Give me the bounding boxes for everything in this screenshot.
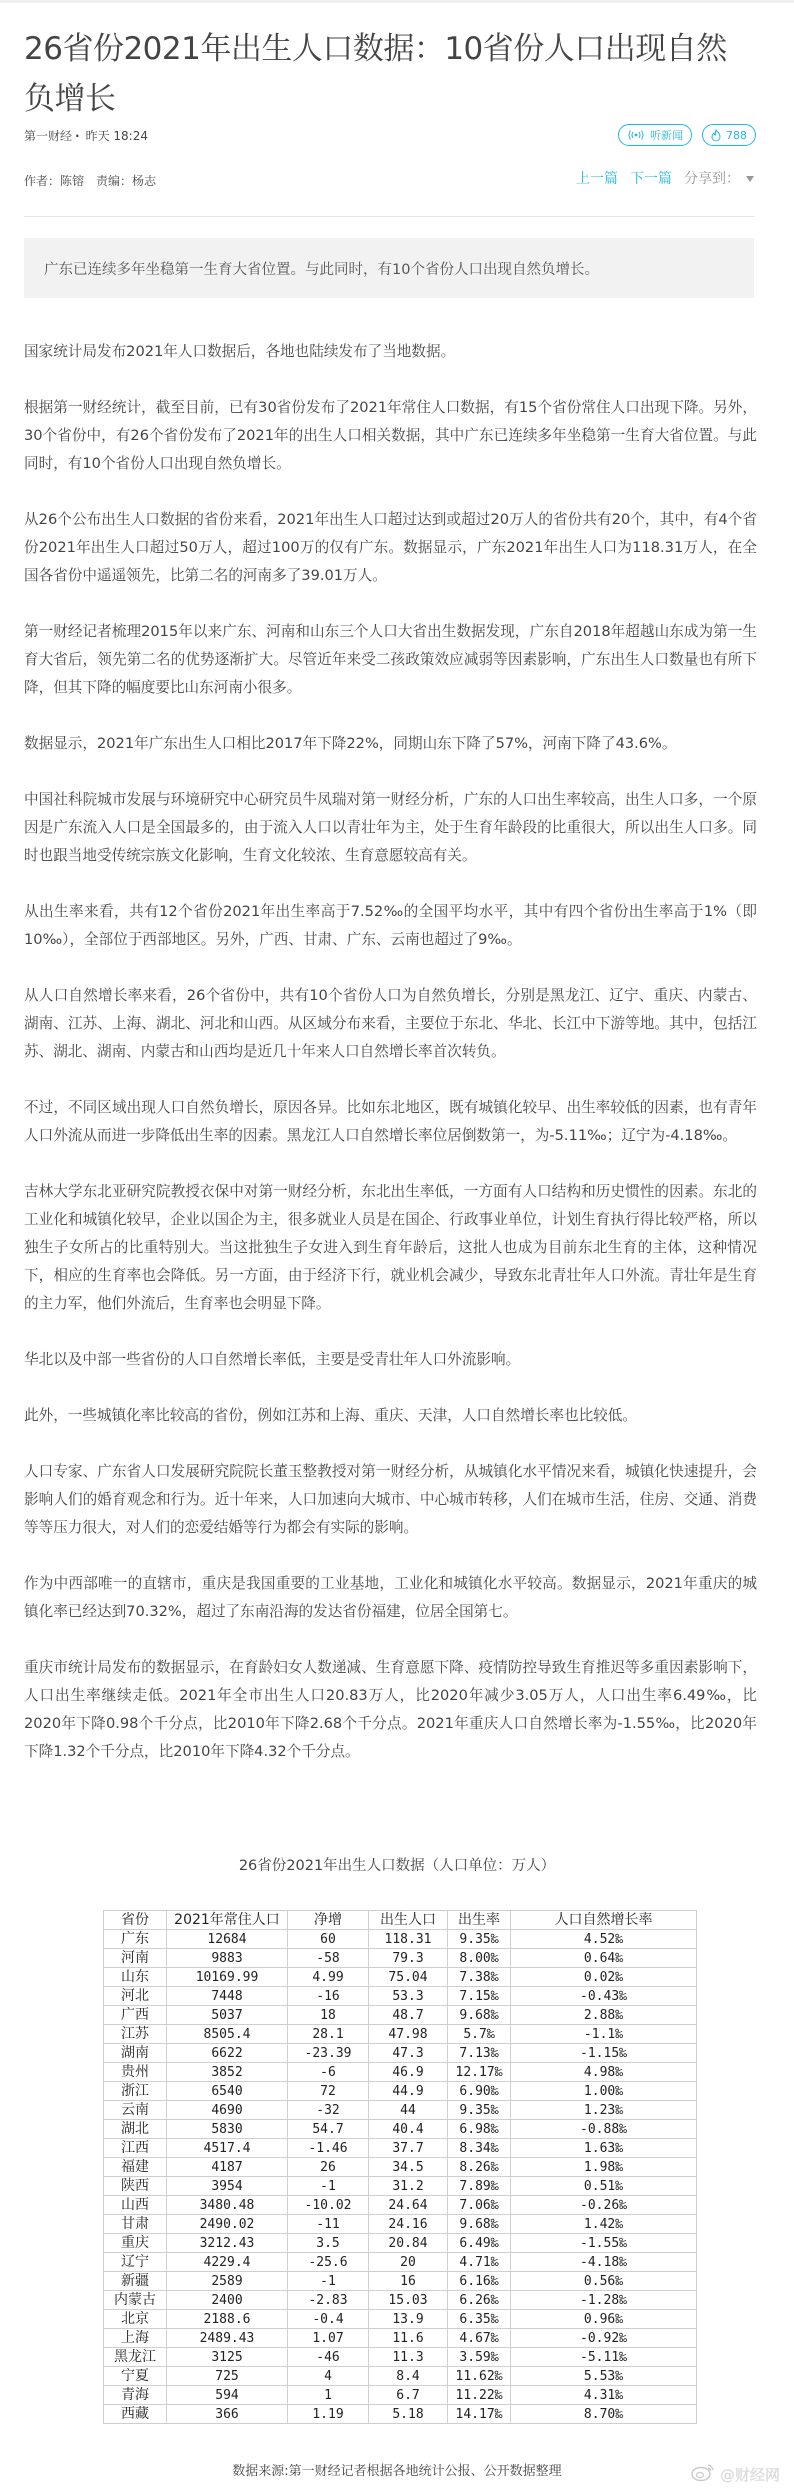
- data-cell: 5.18: [369, 2405, 448, 2424]
- data-cell: 6.35‰: [448, 2310, 511, 2329]
- data-cell: 594: [167, 2386, 288, 2405]
- data-cell: 3.5: [288, 2234, 369, 2253]
- paragraph: 从出生率来看，共有12个省份2021年出生率高于7.52‰的全国平均水平，其中有四个省份出生率高于1%（即10‰），全部位于西部地区。另外，广西、甘肃、广东、云南也超过了9‰。: [24, 903, 757, 948]
- data-cell: 31.2: [369, 2177, 448, 2196]
- table-header-row: [104, 1911, 697, 1930]
- data-cell: 16: [369, 2272, 448, 2291]
- data-cell: -1.46: [288, 2139, 369, 2158]
- data-cell: 4517.4: [167, 2139, 288, 2158]
- table-row: [104, 2025, 697, 2044]
- data-cell: 26: [288, 2158, 369, 2177]
- table-row: [104, 1968, 697, 1987]
- province-cell: 福建: [104, 2158, 167, 2177]
- data-cell: 7.15‰: [448, 1987, 511, 2006]
- data-cell: -1: [288, 2272, 369, 2291]
- province-cell: 上海: [104, 2329, 167, 2348]
- table-row: [104, 1987, 697, 2006]
- data-cell: 8.4: [369, 2367, 448, 2386]
- data-cell: 725: [167, 2367, 288, 2386]
- paragraph: 重庆市统计局发布的数据显示，在育龄妇女人数递减、生育意愿下降、疫情防控导致生育推迟等多重因素影响下，人口出生率继续走低。2021年全市出生人口20.83万人，比2020年减少3.05万人，人口出生率6.49‰，比2020年下降0.98个千分点，比2010年下降2.68个千分点。2021年重庆人口自然增长率为-1.55‰，比2020年下降1.32个千分点，比2010年下降4.32个千分点。: [24, 1659, 757, 1760]
- data-cell: -1: [288, 2177, 369, 2196]
- data-cell: 0.02‰: [511, 1968, 697, 1987]
- data-cell: 15.03: [369, 2291, 448, 2310]
- data-cell: -1.1‰: [511, 2025, 697, 2044]
- birth-data-table: [103, 1910, 697, 2424]
- next-article-link[interactable]: 下一篇: [630, 171, 672, 187]
- data-cell: 9.35‰: [448, 1930, 511, 1949]
- data-cell: 1.19: [288, 2405, 369, 2424]
- data-cell: 8505.4: [167, 2025, 288, 2044]
- data-cell: 9883: [167, 1949, 288, 1968]
- article-actions: [618, 124, 756, 146]
- paragraph: 不过，不同区域出现人口自然负增长，原因各异。比如东北地区，既有城镇化较早、出生率较低的因素，也有青年人口外流从而进一步降低出生率的因素。黑龙江人口自然增长率位居倒数第一，为-5.11‰；辽宁为-4.18‰。: [24, 1099, 757, 1144]
- province-cell: 湖北: [104, 2120, 167, 2139]
- column-header: 净增: [288, 1911, 369, 1930]
- data-cell: -0.4: [288, 2310, 369, 2329]
- data-cell: 11.3: [369, 2348, 448, 2367]
- province-cell: 江西: [104, 2139, 167, 2158]
- data-cell: 3954: [167, 2177, 288, 2196]
- data-cell: 12.17‰: [448, 2063, 511, 2082]
- table-row: [104, 2215, 697, 2234]
- table-row: [104, 2158, 697, 2177]
- paragraph: 数据显示，2021年广东出生人口相比2017年下降22%，同期山东下降了57%，河南下降了43.6%。: [24, 735, 677, 752]
- meta-separator: ·: [75, 129, 80, 143]
- data-cell: 12684: [167, 1930, 288, 1949]
- data-cell: 40.4: [369, 2120, 448, 2139]
- data-cell: 79.3: [369, 1949, 448, 1968]
- article-meta: [24, 127, 148, 144]
- table-row: [104, 2006, 697, 2025]
- article-summary: [24, 238, 754, 298]
- province-cell: 湖南: [104, 2044, 167, 2063]
- table-row: [104, 2291, 697, 2310]
- province-cell: 北京: [104, 2310, 167, 2329]
- data-cell: -10.02: [288, 2196, 369, 2215]
- table-row: [104, 2386, 697, 2405]
- data-cell: 5.53‰: [511, 2367, 697, 2386]
- article-title: 26省份2021年出生人口数据：10省份人口出现自然负增长: [24, 31, 727, 117]
- data-cell: 3852: [167, 2063, 288, 2082]
- data-cell: 3.59‰: [448, 2348, 511, 2367]
- province-cell: 广东: [104, 1930, 167, 1949]
- paragraph: 中国社科院城市发展与环境研究中心研究员牛凤瑞对第一财经分析，广东的人口出生率较高，出生人口多，一个原因是广东流入人口是全国最多的，由于流入人口以青壮年为主，处于生育年龄段的比重很大，所以出生人口多。同时也跟当地受传统宗族文化影响，生育文化较浓、生育意愿较高有关。: [24, 791, 757, 864]
- data-cell: 2400: [167, 2291, 288, 2310]
- data-cell: 4.98‰: [511, 2063, 697, 2082]
- data-cell: -32: [288, 2101, 369, 2120]
- data-cell: -58: [288, 1949, 369, 1968]
- column-header: 出生率: [448, 1911, 511, 1930]
- data-cell: 8.70‰: [511, 2405, 697, 2424]
- data-cell: 11.62‰: [448, 2367, 511, 2386]
- top-bar: [0, 0, 794, 3]
- watermark: [690, 2462, 780, 2486]
- table-row: [104, 2310, 697, 2329]
- listen-news-button[interactable]: [618, 124, 692, 146]
- data-cell: 48.7: [369, 2006, 448, 2025]
- table-row: [104, 2348, 697, 2367]
- article-navigation: [576, 168, 754, 188]
- paragraph: 华北以及中部一些省份的人口自然增长率低，主要是受青壮年人口外流影响。: [24, 1351, 521, 1368]
- paragraph: 国家统计局发布2021年人口数据后，各地也陆续发布了当地数据。: [24, 343, 456, 360]
- data-cell: 4690: [167, 2101, 288, 2120]
- data-cell: 4229.4: [167, 2253, 288, 2272]
- author: 作者：陈镕: [24, 174, 85, 188]
- province-cell: 广西: [104, 2006, 167, 2025]
- data-cell: -0.43‰: [511, 1987, 697, 2006]
- data-cell: 4187: [167, 2158, 288, 2177]
- article-body: [24, 338, 757, 1794]
- data-cell: -0.26‰: [511, 2196, 697, 2215]
- data-cell: 6.90‰: [448, 2082, 511, 2101]
- province-cell: 河南: [104, 1949, 167, 1968]
- data-source-note: 数据来源:第一财经记者根据各地统计公报、公开数据整理: [232, 2464, 562, 2479]
- data-cell: 44.9: [369, 2082, 448, 2101]
- table-title: 26省份2021年出生人口数据（人口单位：万人）: [238, 1858, 556, 1874]
- data-cell: 4.99: [288, 1968, 369, 1987]
- data-cell: 0.96‰: [511, 2310, 697, 2329]
- paragraph: 从26个公布出生人口数据的省份来看，2021年出生人口超过达到或超过20万人的省份共有20个，其中，有4个省份2021年出生人口超过50万人，超过100万的仅有广东。数据显示，广东2021年出生人口为118.31万人，在全国各省份中遥遥领先，比第二名的河南多了39.01万人。: [24, 511, 757, 584]
- heat-count-badge[interactable]: [702, 124, 756, 146]
- province-cell: 西藏: [104, 2405, 167, 2424]
- province-cell: 江苏: [104, 2025, 167, 2044]
- data-cell: 7.06‰: [448, 2196, 511, 2215]
- editor: 责编：杨志: [96, 174, 157, 188]
- data-cell: 2.88‰: [511, 2006, 697, 2025]
- data-cell: -0.88‰: [511, 2120, 697, 2139]
- data-cell: 7.38‰: [448, 1968, 511, 1987]
- data-cell: -2.83: [288, 2291, 369, 2310]
- data-cell: 47.3: [369, 2044, 448, 2063]
- data-cell: 9.35‰: [448, 2101, 511, 2120]
- data-cell: 4.71‰: [448, 2253, 511, 2272]
- summary-text: 广东已连续多年坐稳第一生育大省位置。与此同时，有10个省份人口出现自然负增长。: [44, 261, 599, 278]
- table-row: [104, 2120, 697, 2139]
- data-cell: 24.16: [369, 2215, 448, 2234]
- data-cell: 44: [369, 2101, 448, 2120]
- table-row: [104, 2196, 697, 2215]
- heat-count: 788: [726, 128, 747, 142]
- data-cell: 9.68‰: [448, 2006, 511, 2025]
- table-row: [104, 2101, 697, 2120]
- data-cell: 6.26‰: [448, 2291, 511, 2310]
- data-cell: 6622: [167, 2044, 288, 2063]
- data-cell: 75.04: [369, 1968, 448, 1987]
- province-cell: 河北: [104, 1987, 167, 2006]
- province-cell: 山西: [104, 2196, 167, 2215]
- paragraph: 从人口自然增长率来看，26个省份中，共有10个省份人口为自然负增长，分别是黑龙江、辽宁、重庆、内蒙古、湖南、江苏、上海、湖北、河北和山西。从区域分布来看，主要位于东北、华北、长江中下游等地。其中，包括江苏、湖北、湖南、内蒙古和山西均是近几十年来人口自然增长率首次转负。: [24, 987, 757, 1060]
- data-cell: -25.6: [288, 2253, 369, 2272]
- paragraph: 根据第一财经统计，截至目前，已有30省份发布了2021年常住人口数据，有15个省份常住人口出现下降。另外，30个省份中，有26个省份发布了2021年的出生人口相关数据，其中广东已连续多年坐稳第一生育大省位置。与此同时，有10个省份人口出现自然负增长。: [24, 399, 757, 472]
- province-cell: 青海: [104, 2386, 167, 2405]
- table-row: [104, 1930, 697, 1949]
- table-row: [104, 2253, 697, 2272]
- column-header: 人口自然增长率: [511, 1911, 697, 1930]
- province-cell: 陕西: [104, 2177, 167, 2196]
- flame-icon: [711, 129, 721, 141]
- data-cell: -1.15‰: [511, 2044, 697, 2063]
- data-cell: 18: [288, 2006, 369, 2025]
- data-cell: 8.26‰: [448, 2158, 511, 2177]
- data-cell: 1.63‰: [511, 2139, 697, 2158]
- table-row: [104, 2272, 697, 2291]
- data-cell: 1: [288, 2386, 369, 2405]
- data-cell: 1.07: [288, 2329, 369, 2348]
- data-cell: -4.18‰: [511, 2253, 697, 2272]
- data-cell: 10169.99: [167, 1968, 288, 1987]
- weibo-icon: [690, 2462, 716, 2486]
- share-dropdown[interactable]: [684, 168, 754, 188]
- data-cell: 53.3: [369, 1987, 448, 2006]
- data-cell: 8.34‰: [448, 2139, 511, 2158]
- data-cell: 4.52‰: [511, 1930, 697, 1949]
- data-cell: 6.16‰: [448, 2272, 511, 2291]
- data-cell: 24.64: [369, 2196, 448, 2215]
- listen-news-label: 听新闻: [650, 129, 683, 142]
- data-cell: 6540: [167, 2082, 288, 2101]
- watermark-text: @财经网: [719, 2465, 780, 2484]
- data-cell: 5830: [167, 2120, 288, 2139]
- broadcast-icon: [627, 130, 645, 140]
- data-cell: 2589: [167, 2272, 288, 2291]
- data-cell: 1.98‰: [511, 2158, 697, 2177]
- data-cell: 13.9: [369, 2310, 448, 2329]
- province-cell: 山东: [104, 1968, 167, 1987]
- province-cell: 云南: [104, 2101, 167, 2120]
- data-cell: 7.13‰: [448, 2044, 511, 2063]
- data-cell: 4.67‰: [448, 2329, 511, 2348]
- data-cell: 118.31: [369, 1930, 448, 1949]
- province-cell: 辽宁: [104, 2253, 167, 2272]
- data-cell: 14.17‰: [448, 2405, 511, 2424]
- province-cell: 贵州: [104, 2063, 167, 2082]
- province-cell: 新疆: [104, 2272, 167, 2291]
- data-cell: 6.7: [369, 2386, 448, 2405]
- data-cell: 0.56‰: [511, 2272, 697, 2291]
- data-cell: 6.49‰: [448, 2234, 511, 2253]
- data-cell: 34.5: [369, 2158, 448, 2177]
- data-cell: 3480.48: [167, 2196, 288, 2215]
- table-row: [104, 2234, 697, 2253]
- data-cell: 0.51‰: [511, 2177, 697, 2196]
- table-row: [104, 2329, 697, 2348]
- table-row: [104, 2063, 697, 2082]
- column-header: 2021年常住人口: [167, 1911, 288, 1930]
- data-cell: 47.98: [369, 2025, 448, 2044]
- column-header: 出生人口: [369, 1911, 448, 1930]
- data-cell: 54.7: [288, 2120, 369, 2139]
- data-cell: 2489.43: [167, 2329, 288, 2348]
- data-cell: 28.1: [288, 2025, 369, 2044]
- table-row: [104, 2177, 697, 2196]
- data-cell: 60: [288, 1930, 369, 1949]
- data-cell: 7448: [167, 1987, 288, 2006]
- data-cell: 9.68‰: [448, 2215, 511, 2234]
- table-row: [104, 1949, 697, 1968]
- data-cell: 11.6: [369, 2329, 448, 2348]
- table-row: [104, 2139, 697, 2158]
- data-cell: 1.23‰: [511, 2101, 697, 2120]
- data-cell: -23.39: [288, 2044, 369, 2063]
- data-cell: -0.92‰: [511, 2329, 697, 2348]
- source-name[interactable]: 第一财经: [24, 129, 73, 143]
- data-cell: 4: [288, 2367, 369, 2386]
- data-cell: -11: [288, 2215, 369, 2234]
- byline: [24, 172, 156, 189]
- table-row: [104, 2405, 697, 2424]
- province-cell: 重庆: [104, 2234, 167, 2253]
- data-cell: 11.22‰: [448, 2386, 511, 2405]
- data-cell: 20.84: [369, 2234, 448, 2253]
- publish-time: 昨天 18:24: [85, 129, 148, 143]
- province-cell: 宁夏: [104, 2367, 167, 2386]
- province-cell: 黑龙江: [104, 2348, 167, 2367]
- province-cell: 浙江: [104, 2082, 167, 2101]
- table-body: [104, 1930, 697, 2424]
- share-label: 分享到：: [684, 171, 740, 187]
- data-cell: 7.89‰: [448, 2177, 511, 2196]
- data-cell: 1.00‰: [511, 2082, 697, 2101]
- data-cell: 6.98‰: [448, 2120, 511, 2139]
- data-cell: 5.7‰: [448, 2025, 511, 2044]
- data-cell: -5.11‰: [511, 2348, 697, 2367]
- data-cell: 37.7: [369, 2139, 448, 2158]
- data-cell: 8.00‰: [448, 1949, 511, 1968]
- table-row: [104, 2367, 697, 2386]
- prev-article-link[interactable]: 上一篇: [576, 171, 618, 187]
- table-row: [104, 2082, 697, 2101]
- data-cell: 46.9: [369, 2063, 448, 2082]
- table-row: [104, 2044, 697, 2063]
- paragraph: 吉林大学东北亚研究院教授衣保中对第一财经分析，东北出生率低，一方面有人口结构和历史惯性的因素。东北的工业化和城镇化较早，企业以国企为主，很多就业人员是在国企、行政事业单位，计划生育执行得比较严格，所以独生子女所占的比重特别大。当这批独生子女进入到生育年龄后，这批人也成为目前东北生育的主体，这种情况下，相应的生育率也会降低。另一方面，由于经济下行，就业机会减少，导致东北青壮年人口外流。青壮年是生育的主力军，他们外流后，生育率也会明显下降。: [24, 1183, 757, 1312]
- paragraph: 此外，一些城镇化率比较高的省份，例如江苏和上海、重庆、天津，人口自然增长率也比较低。: [24, 1407, 637, 1424]
- data-cell: 20: [369, 2253, 448, 2272]
- column-header: 省份: [104, 1911, 167, 1930]
- data-cell: 3212.43: [167, 2234, 288, 2253]
- data-cell: 2188.6: [167, 2310, 288, 2329]
- paragraph: 人口专家、广东省人口发展研究院院长董玉整教授对第一财经分析，从城镇化水平情况来看，城镇化快速提升，会影响人们的婚育观念和行为。近十年来，人口加速向大城市、中心城市转移，人们在城市生活，住房、交通、消费等等压力很大，对人们的恋爱结婚等行为都会有实际的影响。: [24, 1463, 757, 1536]
- data-cell: 2490.02: [167, 2215, 288, 2234]
- data-cell: 366: [167, 2405, 288, 2424]
- paragraph: 作为中西部唯一的直辖市，重庆是我国重要的工业基地，工业化和城镇化水平较高。数据显示，2021年重庆的城镇化率已经达到70.32%，超过了东南沿海的发达省份福建，位居全国第七。: [24, 1575, 757, 1620]
- data-cell: -16: [288, 1987, 369, 2006]
- data-cell: -46: [288, 2348, 369, 2367]
- header-divider: [24, 216, 754, 217]
- province-cell: 内蒙古: [104, 2291, 167, 2310]
- data-cell: -6: [288, 2063, 369, 2082]
- data-cell: 0.64‰: [511, 1949, 697, 1968]
- data-cell: 5037: [167, 2006, 288, 2025]
- data-cell: -1.55‰: [511, 2234, 697, 2253]
- paragraph: 第一财经记者梳理2015年以来广东、河南和山东三个人口大省出生数据发现，广东自2018年超越山东成为第一生育大省后，领先第二名的优势逐渐扩大。尽管近年来受二孩政策效应减弱等因素影响，广东出生人口数量也有所下降，但其下降的幅度要比山东河南小很多。: [24, 623, 757, 696]
- data-cell: 4.31‰: [511, 2386, 697, 2405]
- data-cell: 1.42‰: [511, 2215, 697, 2234]
- province-cell: 甘肃: [104, 2215, 167, 2234]
- data-cell: -1.28‰: [511, 2291, 697, 2310]
- data-cell: 3125: [167, 2348, 288, 2367]
- caret-down-icon: [746, 176, 754, 182]
- data-cell: 72: [288, 2082, 369, 2101]
